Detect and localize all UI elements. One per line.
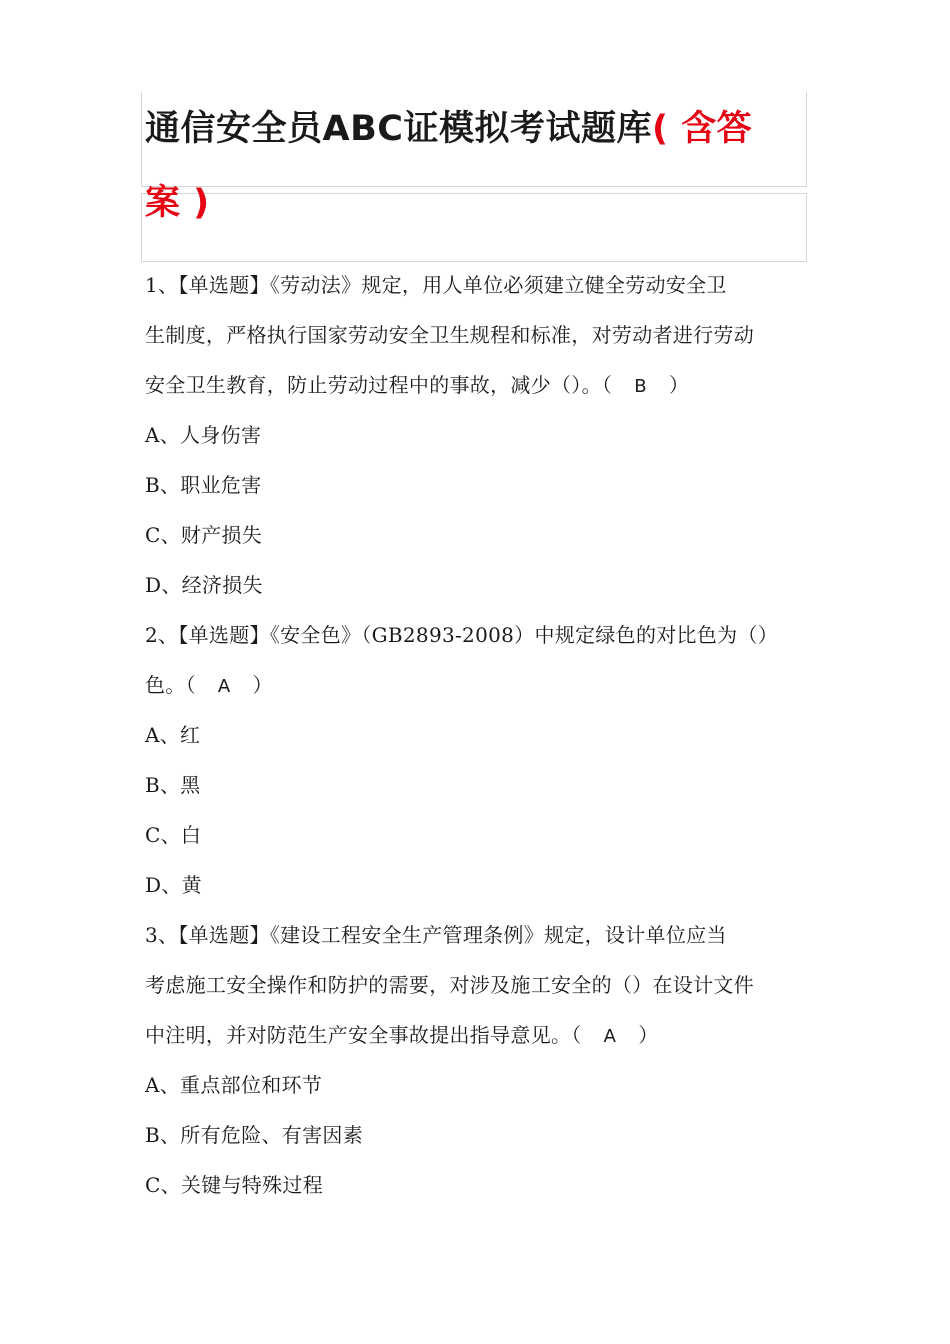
title-frame-bottom [141, 193, 807, 262]
option-a: A、人身伤害 [145, 423, 262, 447]
title-answer-note-continued: 案 ) [145, 183, 210, 223]
question-text-line [145, 668, 811, 718]
answer-key: A [603, 1026, 617, 1047]
answer-key: A [217, 676, 231, 697]
title-line-2 [145, 183, 210, 223]
option-b: B、职业危害 [145, 473, 262, 497]
option-d: D、经济损失 [145, 573, 263, 597]
answer-close-paren: ） [252, 673, 273, 697]
question-text: 中注明，并对防范生产安全事故提出指导意见。（ [145, 1023, 582, 1047]
question-text-line: 考虑施工安全操作和防护的需要，对涉及施工安全的（）在设计文件 [145, 973, 754, 997]
question-text-line: 1、【单选题】《劳动法》规定，用人单位必须建立健全劳动安全卫 [145, 273, 727, 297]
question-text: 色。（ [145, 673, 196, 697]
option-b: B、所有危险、有害因素 [145, 1123, 363, 1147]
question-2 [145, 618, 811, 918]
question-text-line: 3、【单选题】《建设工程安全生产管理条例》规定，设计单位应当 [145, 923, 727, 947]
option-d: D、黄 [145, 873, 202, 897]
option-c: C、白 [145, 823, 202, 847]
question-1 [145, 268, 811, 618]
title-line-1 [145, 109, 753, 149]
answer-close-paren: ） [638, 1023, 659, 1047]
question-text-line [145, 368, 811, 418]
title-main-text: 通信安全员ABC证模拟考试题库 [145, 109, 652, 149]
question-3 [145, 918, 811, 1218]
question-text: 安全卫生教育，防止劳动过程中的事故，减少（）。（ [145, 373, 613, 397]
question-text-line: 2、【单选题】《安全色》（GB2893-2008）中规定绿色的对比色为（） [145, 623, 779, 647]
option-c: C、财产损失 [145, 523, 263, 547]
option-b: B、黑 [145, 773, 201, 797]
question-text-line: 生制度，严格执行国家劳动安全卫生规程和标准，对劳动者进行劳动 [145, 323, 754, 347]
document-title [141, 92, 807, 262]
question-text-line [145, 1018, 811, 1068]
option-a: A、重点部位和环节 [145, 1073, 323, 1097]
answer-key: B [634, 376, 647, 397]
question-list [145, 268, 811, 1218]
title-answer-note: ( 含答 [651, 109, 753, 149]
option-a: A、红 [145, 723, 201, 747]
option-c: C、关键与特殊过程 [145, 1173, 324, 1197]
answer-close-paren: ） [668, 373, 690, 397]
